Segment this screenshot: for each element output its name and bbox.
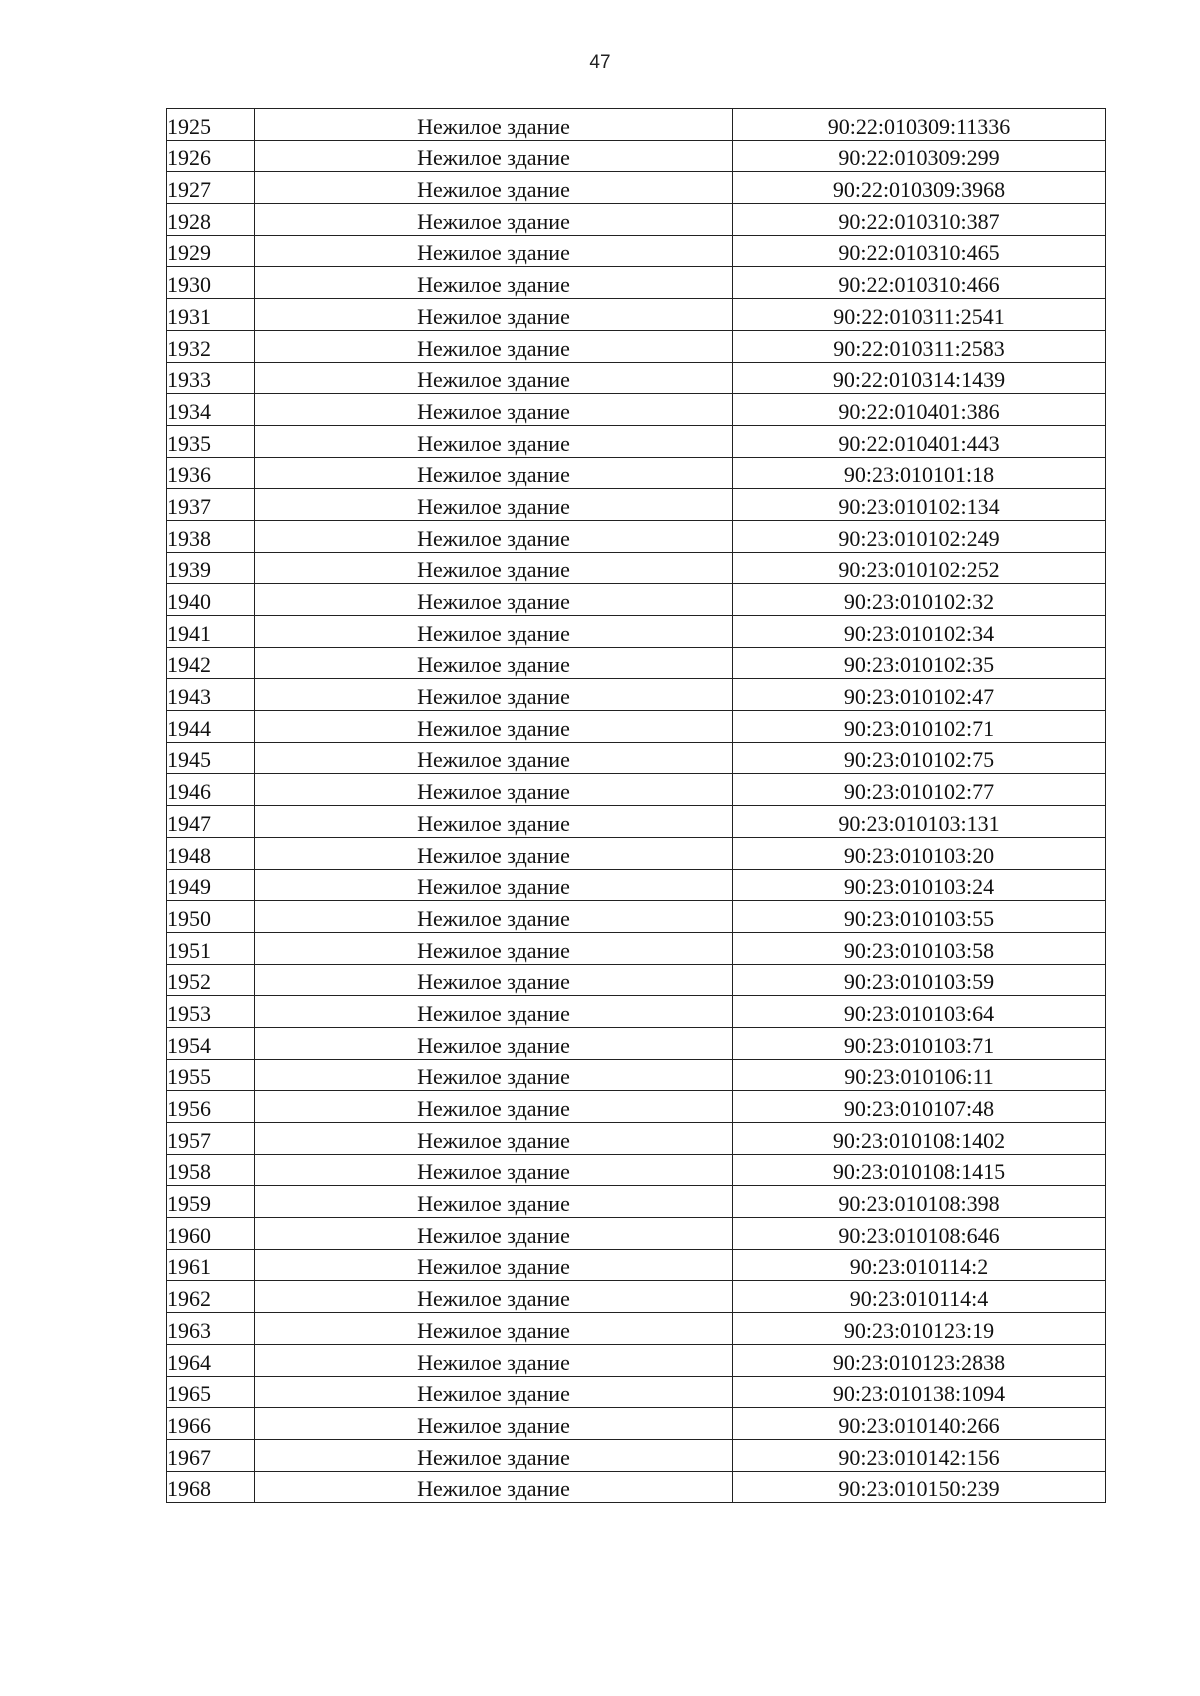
row-number-cell: 1950 [167, 901, 255, 933]
cadastral-number-cell: 90:23:010102:134 [733, 489, 1106, 521]
row-number-cell: 1960 [167, 1218, 255, 1250]
table-row [167, 362, 1106, 394]
row-number-cell: 1968 [167, 1471, 255, 1503]
cadastral-number-cell: 90:23:010142:156 [733, 1439, 1106, 1471]
row-number-cell: 1931 [167, 299, 255, 331]
cadastral-number-cell: 90:22:010310:466 [733, 267, 1106, 299]
row-number-cell: 1966 [167, 1408, 255, 1440]
cadastral-number-cell: 90:23:010150:239 [733, 1471, 1106, 1503]
table-row [167, 1091, 1106, 1123]
object-name-cell: Нежилое здание [255, 647, 733, 679]
object-name-cell: Нежилое здание [255, 1376, 733, 1408]
object-name-cell: Нежилое здание [255, 1091, 733, 1123]
cadastral-number-cell: 90:23:010102:252 [733, 552, 1106, 584]
object-name-cell: Нежилое здание [255, 552, 733, 584]
cadastral-number-cell: 90:23:010103:58 [733, 932, 1106, 964]
object-name-cell: Нежилое здание [255, 774, 733, 806]
table-row [167, 1027, 1106, 1059]
row-number-cell: 1942 [167, 647, 255, 679]
cadastral-number-cell: 90:22:010309:3968 [733, 172, 1106, 204]
row-number-cell: 1964 [167, 1344, 255, 1376]
row-number-cell: 1962 [167, 1281, 255, 1313]
row-number-cell: 1959 [167, 1186, 255, 1218]
object-name-cell: Нежилое здание [255, 901, 733, 933]
cadastral-number-cell: 90:23:010114:2 [733, 1249, 1106, 1281]
object-name-cell: Нежилое здание [255, 711, 733, 743]
table-row [167, 837, 1106, 869]
table-row [167, 742, 1106, 774]
cadastral-number-cell: 90:22:010311:2541 [733, 299, 1106, 331]
object-name-cell: Нежилое здание [255, 330, 733, 362]
object-name-cell: Нежилое здание [255, 742, 733, 774]
cadastral-number-cell: 90:23:010103:24 [733, 869, 1106, 901]
cadastral-number-cell: 90:23:010103:71 [733, 1027, 1106, 1059]
cadastral-number-cell: 90:23:010108:646 [733, 1218, 1106, 1250]
table-row [167, 711, 1106, 743]
cadastral-number-cell: 90:23:010102:34 [733, 616, 1106, 648]
object-name-cell: Нежилое здание [255, 616, 733, 648]
table-row [167, 679, 1106, 711]
table-row [167, 140, 1106, 172]
row-number-cell: 1926 [167, 140, 255, 172]
table-row [167, 299, 1106, 331]
row-number-cell: 1927 [167, 172, 255, 204]
page-number: 47 [589, 52, 611, 73]
object-name-cell: Нежилое здание [255, 1154, 733, 1186]
object-name-cell: Нежилое здание [255, 1471, 733, 1503]
row-number-cell: 1934 [167, 394, 255, 426]
row-number-cell: 1961 [167, 1249, 255, 1281]
cadastral-number-cell: 90:22:010314:1439 [733, 362, 1106, 394]
table-row [167, 901, 1106, 933]
cadastral-number-cell: 90:23:010140:266 [733, 1408, 1106, 1440]
row-number-cell: 1957 [167, 1123, 255, 1155]
object-name-cell: Нежилое здание [255, 837, 733, 869]
table-row [167, 1344, 1106, 1376]
object-name-cell: Нежилое здание [255, 1281, 733, 1313]
table-row [167, 520, 1106, 552]
object-name-cell: Нежилое здание [255, 869, 733, 901]
row-number-cell: 1925 [167, 109, 255, 141]
table-row [167, 1408, 1106, 1440]
object-name-cell: Нежилое здание [255, 489, 733, 521]
table-row [167, 1281, 1106, 1313]
table-row [167, 109, 1106, 141]
object-name-cell: Нежилое здание [255, 109, 733, 141]
cadastral-number-cell: 90:23:010102:75 [733, 742, 1106, 774]
cadastral-number-cell: 90:23:010114:4 [733, 1281, 1106, 1313]
table-row [167, 1154, 1106, 1186]
row-number-cell: 1958 [167, 1154, 255, 1186]
object-name-cell: Нежилое здание [255, 584, 733, 616]
table-row [167, 584, 1106, 616]
object-name-cell: Нежилое здание [255, 235, 733, 267]
object-name-cell: Нежилое здание [255, 394, 733, 426]
cadastral-number-cell: 90:23:010103:64 [733, 996, 1106, 1028]
object-name-cell: Нежилое здание [255, 1313, 733, 1345]
row-number-cell: 1951 [167, 932, 255, 964]
object-name-cell: Нежилое здание [255, 1344, 733, 1376]
row-number-cell: 1928 [167, 204, 255, 236]
row-number-cell: 1953 [167, 996, 255, 1028]
table-row [167, 996, 1106, 1028]
cadastral-number-cell: 90:23:010123:19 [733, 1313, 1106, 1345]
cadastral-number-cell: 90:23:010108:1402 [733, 1123, 1106, 1155]
cadastral-number-cell: 90:23:010106:11 [733, 1059, 1106, 1091]
object-name-cell: Нежилое здание [255, 520, 733, 552]
cadastral-number-cell: 90:23:010102:77 [733, 774, 1106, 806]
cadastral-number-cell: 90:23:010102:71 [733, 711, 1106, 743]
row-number-cell: 1938 [167, 520, 255, 552]
table-row [167, 869, 1106, 901]
object-name-cell: Нежилое здание [255, 1059, 733, 1091]
cadastral-number-cell: 90:23:010108:1415 [733, 1154, 1106, 1186]
table-row [167, 1439, 1106, 1471]
row-number-cell: 1948 [167, 837, 255, 869]
cadastral-number-cell: 90:22:010309:299 [733, 140, 1106, 172]
row-number-cell: 1954 [167, 1027, 255, 1059]
object-name-cell: Нежилое здание [255, 679, 733, 711]
object-name-cell: Нежилое здание [255, 1123, 733, 1155]
object-name-cell: Нежилое здание [255, 425, 733, 457]
object-name-cell: Нежилое здание [255, 932, 733, 964]
table-row [167, 964, 1106, 996]
cadastral-number-cell: 90:23:010102:249 [733, 520, 1106, 552]
table-row [167, 330, 1106, 362]
row-number-cell: 1967 [167, 1439, 255, 1471]
cadastral-number-cell: 90:23:010103:131 [733, 806, 1106, 838]
row-number-cell: 1937 [167, 489, 255, 521]
row-number-cell: 1945 [167, 742, 255, 774]
table-row [167, 425, 1106, 457]
table-row [167, 235, 1106, 267]
table-row [167, 267, 1106, 299]
cadastral-number-cell: 90:22:010401:443 [733, 425, 1106, 457]
table-row [167, 1471, 1106, 1503]
registry-table-body [167, 109, 1106, 1503]
table-row [167, 806, 1106, 838]
object-name-cell: Нежилое здание [255, 1408, 733, 1440]
cadastral-number-cell: 90:23:010108:398 [733, 1186, 1106, 1218]
table-row [167, 204, 1106, 236]
cadastral-number-cell: 90:22:010310:387 [733, 204, 1106, 236]
object-name-cell: Нежилое здание [255, 1439, 733, 1471]
row-number-cell: 1965 [167, 1376, 255, 1408]
cadastral-number-cell: 90:23:010103:59 [733, 964, 1106, 996]
row-number-cell: 1946 [167, 774, 255, 806]
table-row [167, 774, 1106, 806]
table-row [167, 489, 1106, 521]
row-number-cell: 1935 [167, 425, 255, 457]
cadastral-number-cell: 90:22:010310:465 [733, 235, 1106, 267]
row-number-cell: 1939 [167, 552, 255, 584]
object-name-cell: Нежилое здание [255, 267, 733, 299]
row-number-cell: 1947 [167, 806, 255, 838]
table-row [167, 1376, 1106, 1408]
table-row [167, 1249, 1106, 1281]
object-name-cell: Нежилое здание [255, 299, 733, 331]
object-name-cell: Нежилое здание [255, 140, 733, 172]
row-number-cell: 1941 [167, 616, 255, 648]
object-name-cell: Нежилое здание [255, 362, 733, 394]
object-name-cell: Нежилое здание [255, 1186, 733, 1218]
object-name-cell: Нежилое здание [255, 1249, 733, 1281]
object-name-cell: Нежилое здание [255, 1218, 733, 1250]
object-name-cell: Нежилое здание [255, 1027, 733, 1059]
cadastral-number-cell: 90:23:010123:2838 [733, 1344, 1106, 1376]
row-number-cell: 1963 [167, 1313, 255, 1345]
object-name-cell: Нежилое здание [255, 996, 733, 1028]
object-name-cell: Нежилое здание [255, 457, 733, 489]
cadastral-number-cell: 90:23:010102:47 [733, 679, 1106, 711]
row-number-cell: 1952 [167, 964, 255, 996]
cadastral-number-cell: 90:23:010102:35 [733, 647, 1106, 679]
cadastral-number-cell: 90:23:010101:18 [733, 457, 1106, 489]
table-row [167, 616, 1106, 648]
row-number-cell: 1929 [167, 235, 255, 267]
cadastral-number-cell: 90:22:010401:386 [733, 394, 1106, 426]
table-row [167, 552, 1106, 584]
row-number-cell: 1956 [167, 1091, 255, 1123]
row-number-cell: 1943 [167, 679, 255, 711]
row-number-cell: 1936 [167, 457, 255, 489]
object-name-cell: Нежилое здание [255, 172, 733, 204]
table-row [167, 457, 1106, 489]
table-row [167, 932, 1106, 964]
object-name-cell: Нежилое здание [255, 806, 733, 838]
cadastral-number-cell: 90:23:010102:32 [733, 584, 1106, 616]
table-row [167, 1313, 1106, 1345]
cadastral-number-cell: 90:22:010309:11336 [733, 109, 1106, 141]
table-row [167, 647, 1106, 679]
cadastral-number-cell: 90:22:010311:2583 [733, 330, 1106, 362]
row-number-cell: 1949 [167, 869, 255, 901]
property-registry-table [166, 108, 1106, 1503]
object-name-cell: Нежилое здание [255, 204, 733, 236]
cadastral-number-cell: 90:23:010103:20 [733, 837, 1106, 869]
table-row [167, 172, 1106, 204]
table-row [167, 1059, 1106, 1091]
cadastral-number-cell: 90:23:010107:48 [733, 1091, 1106, 1123]
row-number-cell: 1940 [167, 584, 255, 616]
table-row [167, 1218, 1106, 1250]
object-name-cell: Нежилое здание [255, 964, 733, 996]
table-row [167, 1123, 1106, 1155]
row-number-cell: 1944 [167, 711, 255, 743]
table-row [167, 1186, 1106, 1218]
cadastral-number-cell: 90:23:010138:1094 [733, 1376, 1106, 1408]
row-number-cell: 1932 [167, 330, 255, 362]
table-row [167, 394, 1106, 426]
row-number-cell: 1933 [167, 362, 255, 394]
cadastral-number-cell: 90:23:010103:55 [733, 901, 1106, 933]
row-number-cell: 1955 [167, 1059, 255, 1091]
row-number-cell: 1930 [167, 267, 255, 299]
